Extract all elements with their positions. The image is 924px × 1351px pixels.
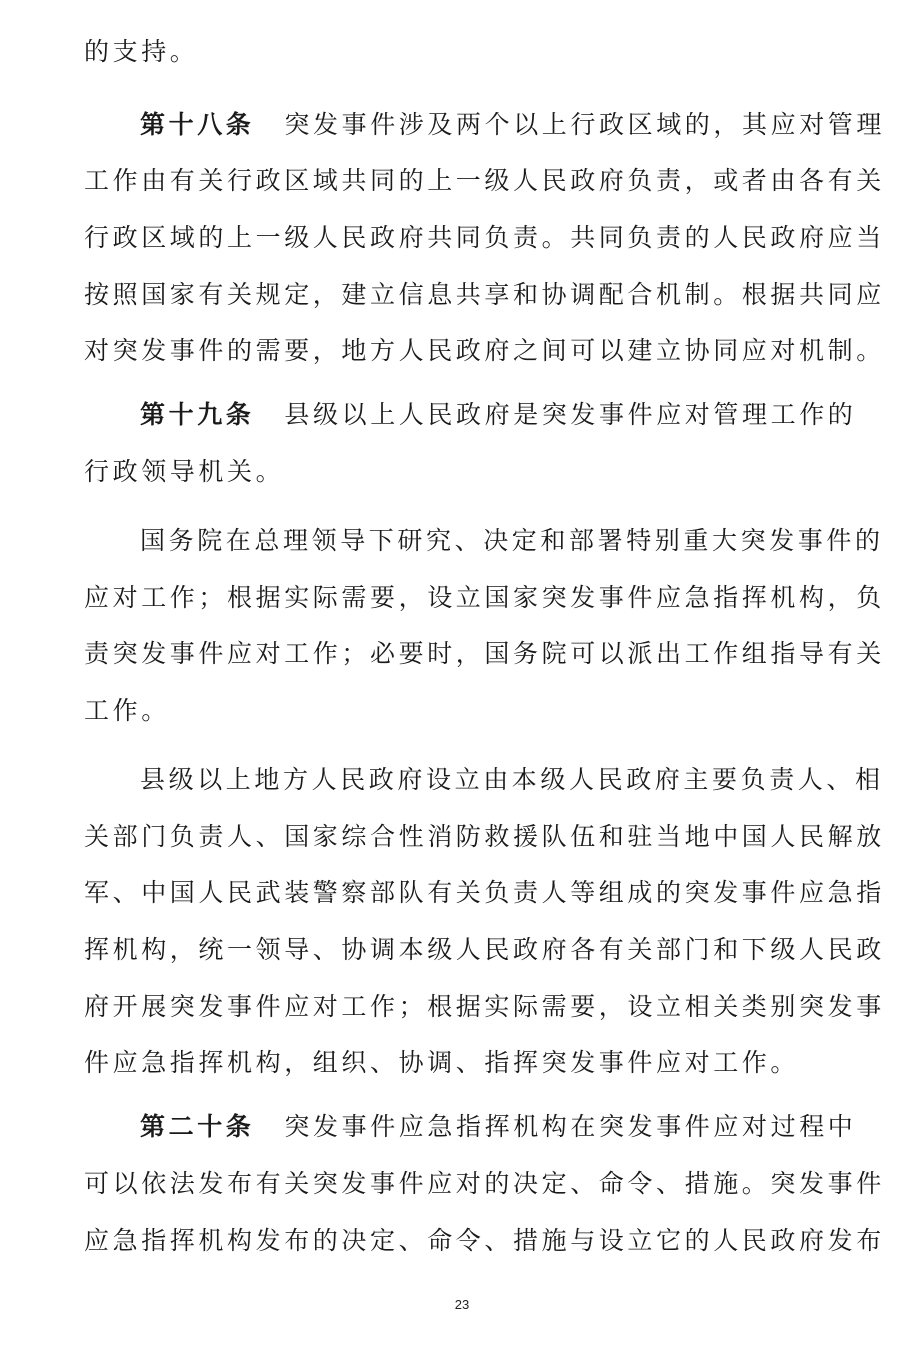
- text-line: 突发事件涉及两个以上行政区域的，其应对管理: [284, 110, 886, 139]
- text-line: 府开展突发事件应对工作；根据实际需要，设立相关类别突发事: [84, 992, 885, 1021]
- text-line: 挥机构，统一领导、协调本级人民政府各有关部门和下级人民政: [84, 935, 885, 964]
- article-19-heading: 第十九条: [140, 400, 255, 429]
- page-number: 23: [454, 1297, 470, 1312]
- text-line: 突发事件应急指挥机构在突发事件应对过程中: [284, 1112, 857, 1141]
- text-line: 县级以上人民政府是突发事件应对管理工作的: [284, 400, 857, 429]
- text-line: 工作由有关行政区域共同的上一级人民政府负责，或者由各有关: [84, 166, 885, 195]
- text-line: 的支持。: [84, 37, 199, 66]
- article-20-heading: 第二十条: [140, 1112, 255, 1141]
- article-20-first-line: [140, 1110, 856, 1144]
- article-18-heading: 第十八条: [140, 110, 255, 139]
- text-line: 国务院在总理领导下研究、决定和部署特别重大突发事件的: [140, 526, 884, 555]
- text-line: 应对工作；根据实际需要，设立国家突发事件应急指挥机构，负: [84, 583, 885, 612]
- article-19-first-line: [140, 398, 856, 432]
- text-line: 责突发事件应对工作；必要时，国务院可以派出工作组指导有关: [84, 639, 885, 668]
- text-line: 县级以上地方人民政府设立由本级人民政府主要负责人、相: [140, 765, 884, 794]
- text-line: 关部门负责人、国家综合性消防救援队伍和驻当地中国人民解放: [84, 822, 885, 851]
- text-line: 行政区域的上一级人民政府共同负责。共同负责的人民政府应当: [84, 223, 885, 252]
- text-line: 按照国家有关规定，建立信息共享和协调配合机制。根据共同应: [84, 280, 885, 309]
- text-line: 军、中国人民武装警察部队有关负责人等组成的突发事件应急指: [84, 878, 885, 907]
- text-line: 应急指挥机构发布的决定、命令、措施与设立它的人民政府发布: [84, 1226, 885, 1255]
- article-18-first-line: [140, 108, 885, 142]
- text-line: 可以依法发布有关突发事件应对的决定、命令、措施。突发事件: [84, 1169, 885, 1198]
- text-line: 行政领导机关。: [84, 457, 285, 486]
- text-line: 工作。: [84, 696, 170, 725]
- text-line: 件应急指挥机构，组织、协调、指挥突发事件应对工作。: [84, 1048, 800, 1077]
- text-line: 对突发事件的需要，地方人民政府之间可以建立协同应对机制。: [84, 336, 885, 365]
